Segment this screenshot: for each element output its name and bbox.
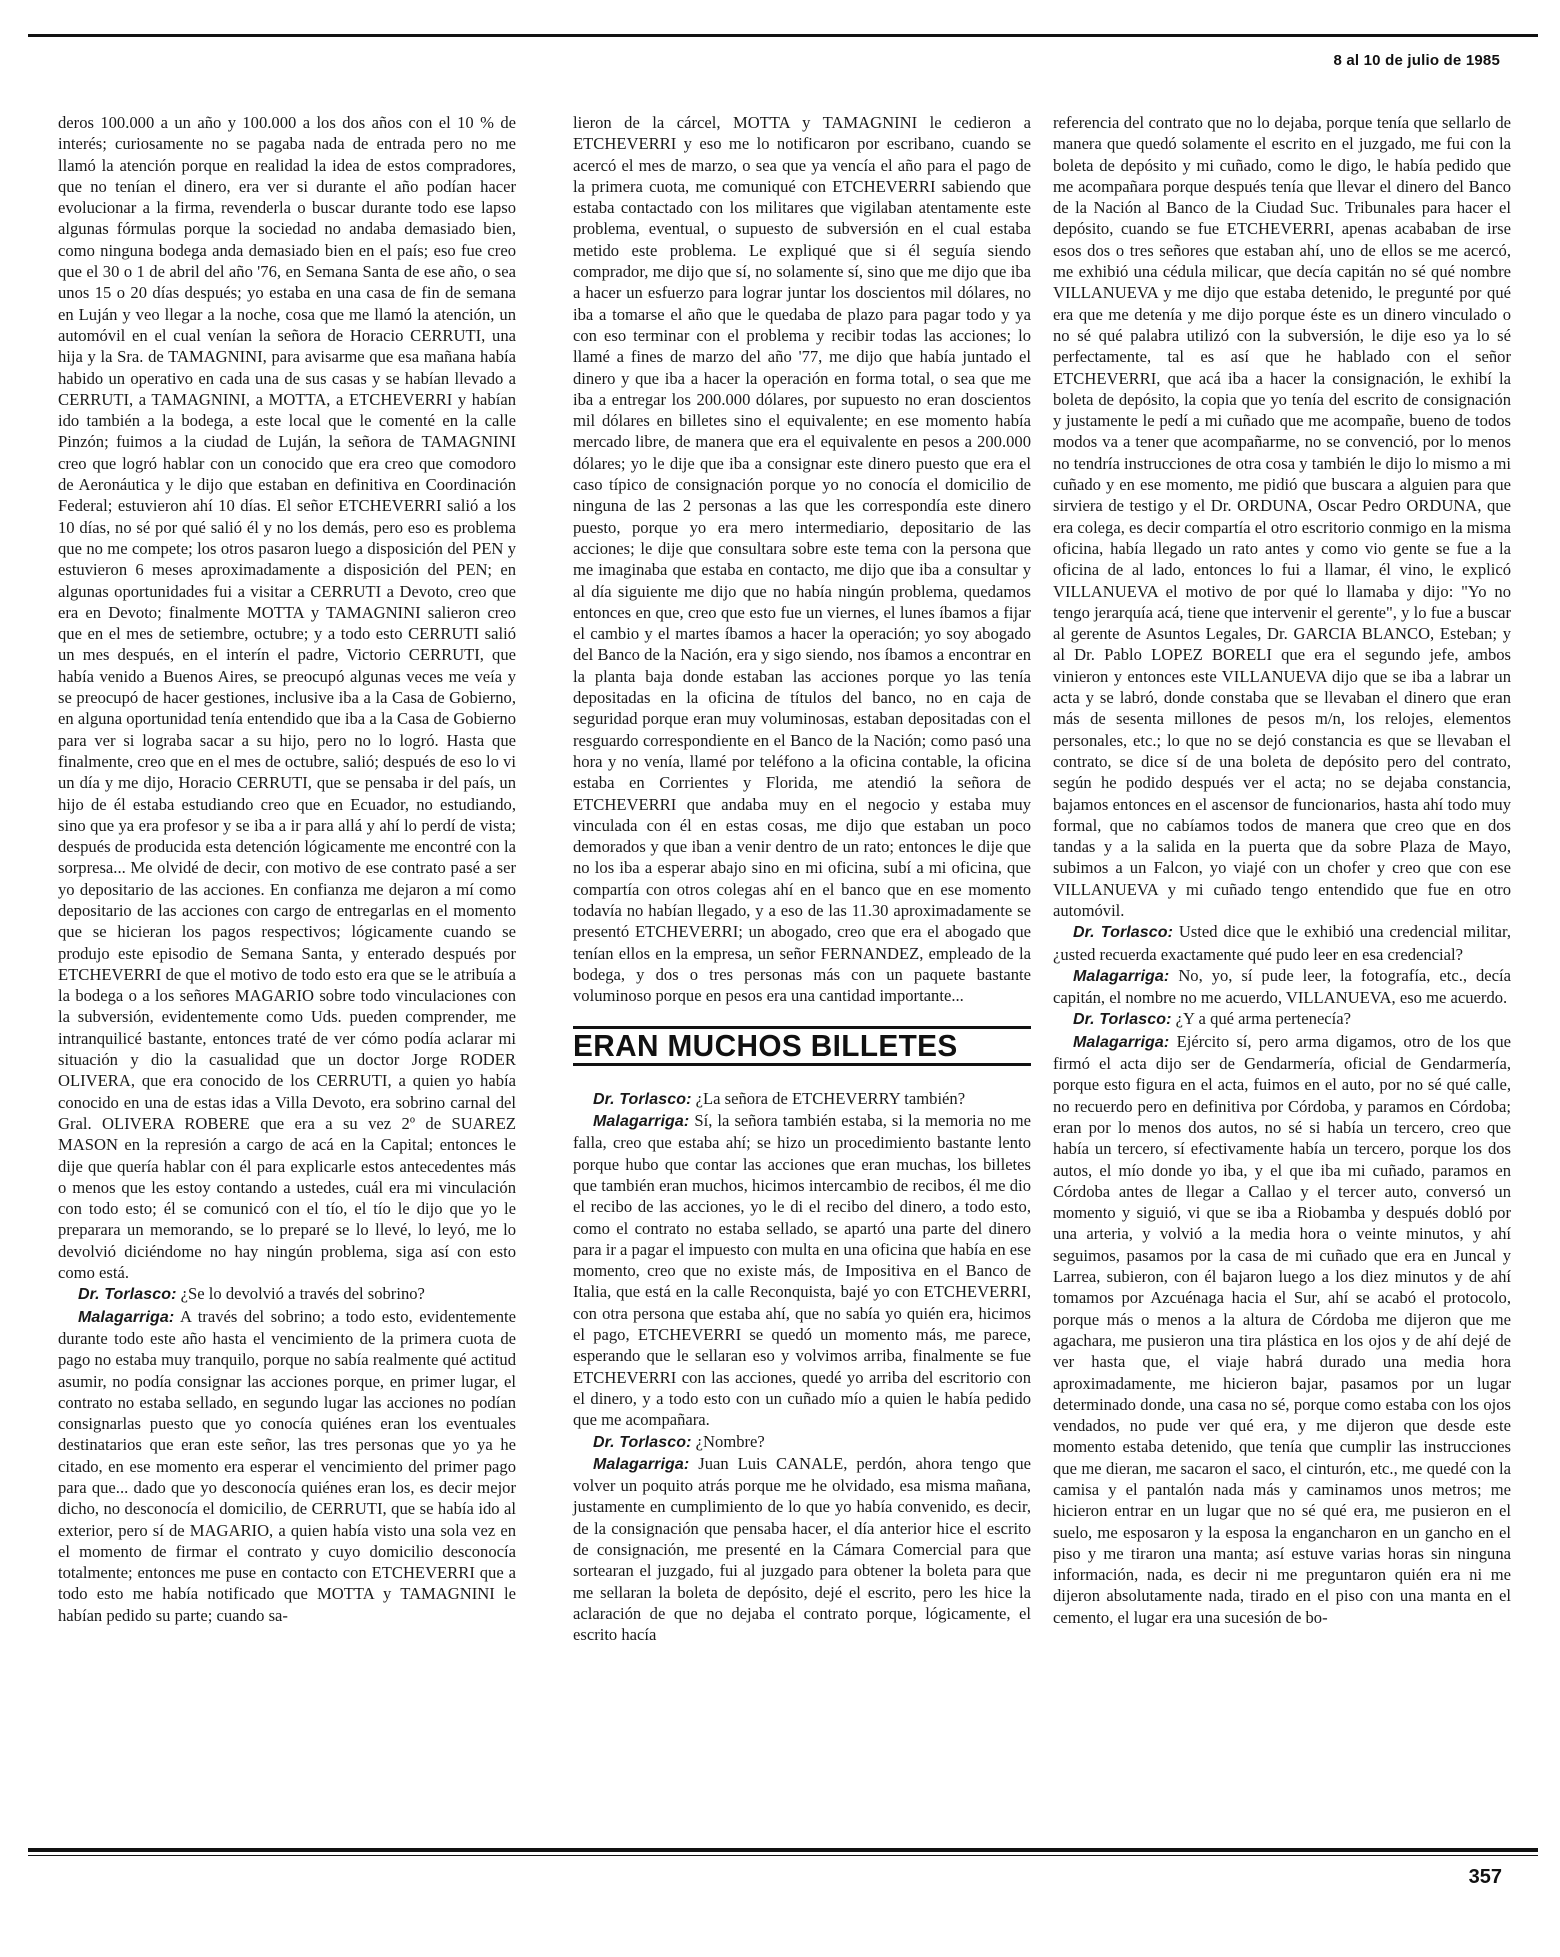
question-paragraph <box>1053 1008 1511 1030</box>
question-text: ¿Y a qué arma pertenecía? <box>1175 1009 1352 1029</box>
question-paragraph <box>1053 921 1511 965</box>
answer-text: No, yo, sí pude leer, la fotografía, etc., decía capitán, el nombre no me acuerdo, VILLANUEVA, eso me acuerdo. <box>1053 965 1511 1008</box>
paragraph: deros 100.000 a un año y 100.000 a los dos años con el 10 % de interés; curiosamente no se pagaba nada de entrada pero no me llamó la atención porque en realidad la idea de estos compradores, que no tenían el dinero, era ver si durante el año podían hacer evolucionar a la firma, revenderla o buscar durante todo ese lapso algunas fórmulas porque la sociedad no andaba demasiado bien, como ninguna bodega anda demasiado bien en el país; eso fue creo que el 30 o 1 de abril del año '76, en Semana Santa de ese año, o sea unos 15 o 20 días después; yo estaba en una casa de fin de semana en Luján y veo llegar a la noche, cosa que me llamó la atención, un automóvil en el cual venían la señora de Horacio CERRUTI, una hija y la Sra. de TAMAGNINI, para avisarme que esa mañana había habido un operativo en cada una de sus casas y se habían llevado a CERRUTI, a TAMAGNINI, a MOTTA, a ETCHEVERRI y habían ido también a la bodega, a este local que le comenté en la calle Pinzón; fuimos a la ciudad de Luján, la señora de TAMAGNINI creo que logró hablar con un conocido que era creo que comodoro de Aeronáutica y le dijo que estaban en definitiva en Coordinación Federal; estuvieron ahí 10 días. El señor ETCHEVERRI salió a los 10 días, no sé por qué salió él y no los demás, pero eso es problema que no me compete; los otros pasaron luego a disposición del PEN y estuvieron 6 meses aproximadamente a disposición del PEN; en algunas oportunidades fui a visitar a CERRUTI a Devoto, creo que era en Devoto; finalmente MOTTA y TAMAGNINI salieron creo que en el mes de setiembre, octubre; y a todo esto CERRUTI salió un mes después, en el interín el padre, Victorio CERRUTI, que había venido a Buenos Aires, se preocupó algunas veces me veía y se preocupó de hacer gestiones, inclusive iba a la Casa de Gobierno, en alguna oportunidad tenía entendido que iba a la Casa de Gobierno para ver si lograba sacar a su hijo, pero no lo logró. Hasta que finalmente, creo que en el mes de octubre, salió; después de eso lo vi un día y me dijo, Horacio CERRUTI, que se pensaba ir del país, un hijo de él estaba estudiando creo que en Ecuador, no estudiando, sino que ya era profesor y se iba a ir para allá y ahí lo perdí de vista; después de producida esta detención lógicamente me encontré con la sorpresa... Me olvidé de decir, con motivo de ese contrato pasé a ser yo depositario de las acciones. En confianza me dejaron a mí como depositario de las acciones con cargo de entregarlas en el momento que se hicieran los pagos respectivos; lógicamente cuando se produjo este episodio de Semana Santa, y enterado después por ETCHEVERRI de que el motivo de todo esto era que se le atribuía a la bodega o a los señores MAGARIO sobre todo vinculaciones con la subversión, evidentemente como Uds. pueden comprender, me intranquilicé bastante, entonces traté de ver cómo podía aclarar mi situación y dio la casualidad que un doctor Jorge RODER OLIVERA, que era conocido de los CERRUTI, a quien yo había conocido en una de estas idas a Villa Devoto, era sobrino carnal del Gral. OLIVERA ROBERE que era a su vez 2º de SUAREZ MASON en la represión a cargo de acá en la Capital; entonces le dije que quería hablar con él para explicarle estos antecedentes más o menos que les estoy contando a ustedes, cuál era mi vinculación con todo esto; él se comunicó con el tío, el tío le dijo que yo le preparara un memorando, se lo preparé se lo llevé, lo leyó, me lo devolvió diciéndome no hay ningún problema, siga así con esto como está. <box>58 113 516 1283</box>
paragraph: referencia del contrato que no lo dejaba, porque tenía que sellarlo de manera que quedó solamente el escrito en el juzgado, me fui con la boleta de depósito y mi cuñado, como le digo, le había pedido que me acompañara porque después tenía que llevar el dinero del Banco de la Nación al Banco de la Ciudad Suc. Tribunales para hacer el depósito, cuando se fue ETCHEVERRI, apenas acababan de irse esos dos o tres señores que estaban ahí, uno de ellos se me acercó, me exhibió una cédula milicar, que decía capitán no sé qué nombre VILLANUEVA y me dijo que estaba detenido, le pregunté por qué era que me detenía y me dijo porque éste es un dinero vinculado o no sé qué palabra utilizó con la subversión, le dije eso ya lo sé perfectamente, tal es así que he hablado con el señor ETCHEVERRI, que acá iba a hacer la consignación, le exhibí la boleta de depósito, la copia que yo tenía del escrito de consignación y justamente le pedí a mi cuñado que me acompañe, bueno de todos modos va a tener que acompañarme, no se convenció, por lo menos no tendría instrucciones de otra cosa y también le dijo lo mismo a mi cuñado y en ese momento, me pidió que buscara a alguien para que sirviera de testigo y el Dr. ORDUNA, Oscar Pedro ORDUNA, que era colega, es decir compartía el otro escritorio conmigo en la misma oficina, había llegado un rato antes y como vio gente se fue a la oficina de al lado, entonces lo fui a llamar, él vino, le explicó VILLANUEVA el motivo de por qué lo llamaba y dijo: "Yo no tengo jerarquía acá, tiene que intervenir el gerente", y lo fue a buscar al gerente de Asuntos Legales, Dr. GARCIA BLANCO, Esteban; y al Dr. Pablo LOPEZ BORELI que era el segundo jefe, ambos vinieron y entonces este VILLANUEVA dijo que se iba a labrar un acta y se labró, donde constaba que se llevaban el dinero que eran más de sesenta millones de pesos m/n, los relojes, elementos personales, etc.; lo que no se dejó constancia es que se llevaban el contrato, se dice sí de una boleta de depósito pero del contrato, según he podido después ver el acta; no se dejaba constancia, bajamos entonces en el ascensor de funcionarios, hasta ahí todo muy formal, que no cabíamos todos de manera que creo que en dos tandas y a la salida en la puerta que da sobre Plaza de Mayo, subimos a un Falcon, yo viajé con un chofer y creo que con ese VILLANUEVA y mi cuñado tengo entendido que fue en otro automóvil. <box>1053 113 1511 920</box>
bottom-rule-thin <box>28 1855 1538 1856</box>
question-paragraph <box>573 1431 1031 1453</box>
question-paragraph <box>58 1283 516 1305</box>
issue-date: 8 al 10 de julio de 1985 <box>1333 52 1500 69</box>
answer-paragraph <box>1053 1031 1511 1628</box>
speaker-label: Dr. Torlasco: <box>1073 924 1174 942</box>
question-text: Usted dice que le exhibió una credencial militar, ¿usted recuerda exactamente qué pudo leer en esa credencial? <box>1053 922 1511 964</box>
speaker-label: Dr. Torlasco: <box>78 1286 177 1304</box>
speaker-label: Malagarriga: <box>593 1113 690 1131</box>
speaker-label: Dr. Torlasco: <box>593 1090 692 1108</box>
question-text: ¿La señora de ETCHEVERRY también? <box>695 1088 966 1108</box>
column-3 <box>1053 112 1511 1628</box>
answer-text: Ejército sí, pero arma digamos, otro de los que firmó el acta dijo ser de Gendarmería, oficial de Gendarmería, porque esto figura en el acta, fuimos en el auto, por no sé qué calle, no recuerdo pero en definitiva por Córdoba, y paramos en Córdoba; eran por lo menos dos autos, no sé si había un tercero, creo que había un tercero, sí efectivamente había un tercero, porque los dos autos, el mío donde yo iba, y el que iba mi cuñado, paramos en Córdoba antes de llegar a Callao y el tercer auto, conversó un momento y siguió, vi que se iba a Riobamba y después dobló por una arteria, y volvió a la media hora o veinte minutos, y ahí seguimos, pasamos por la casa de mi cuñado que era en Juncal y Larrea, subieron, con él bajaron luego a los diez minutos y de ahí tomamos por Azcuénaga hacia el Sur, ahí se acabó el protocolo, porque más o menos a la altura de Córdoba me dijeron que me agachara, me pusieron una tira plástica en los ojos y de ahí dejé de ver hasta que, el viaje habrá durado una media hora aproximadamente, me hicieron bajar, pasamos por un lugar determinado donde, una casa no sé, porque como estaba con los ojos vendados, no pude ver qué era, y me dijeron que desde este momento estaba detenido, que tenía que cumplir las instrucciones que me dieran, me sacaron el saco, el cinturón, etc., me quedé con la camisa y el pantalón nada más y caminamos unos metros; me hicieron entrar en un lugar que no sé qué era, me pusieron en el suelo, me esposaron y la esposa la engancharon en un gancho en el piso y me tiraron una manta; así estuve varias horas sin ninguna información, nada, es decir ni me preguntaron quién era ni me dijeron absolutamente nada, tirado en el piso con una manta en el cemento, el lugar era una sucesión de bo- <box>1053 1031 1511 1627</box>
section-heading-box <box>573 1026 1031 1065</box>
paragraph: lieron de la cárcel, MOTTA y TAMAGNINI le cedieron a ETCHEVERRI y eso me lo notificaron por escribano, cuando se acercó el mes de marzo, o sea que ya vencía el año para el pago de la primera cuota, me comuniqué con ETCHEVERRI sabiendo que estaba contactado con los militares que vigilaban atentamente este problema, eventual, o supuesto de subversión en el cual estaba metido este problema. Le expliqué que si él seguía siendo comprador, me dijo que sí, no solamente sí, sino que me dijo que iba a hacer un esfuerzo para lograr juntar los doscientos mil dólares, no iba a tomarse el año que le quedaba de plazo para pagar todo y ya con eso terminar con el problema y recibir todas las acciones; lo llamé a fines de marzo del año '77, me dijo que había juntado el dinero y que iba a hacer la operación en forma total, o sea que me iba a entregar los 200.000 dólares, por supuesto no eran doscientos mil dólares en billetes sino el equivalente; en ese momento había mercado libre, de manera que era el equivalente en pesos a 200.000 dólares; yo le dije que iba a consignar este dinero puesto que era el caso típico de consignación porque yo no conocía el domicilio de ninguna de las 2 personas a las que les correspondía este dinero puesto, porque yo era mero intermediario, depositario de las acciones; le dije que consultara sobre este tema con la persona que me imaginaba que estaba en contacto, me dijo que iba a consultar y al día siguiente me dijo que no había ningún problema, quedamos entonces en que, creo que esto fue un viernes, el lunes íbamos a fijar el cambio y el martes íbamos a hacer la operación; yo soy abogado del Banco de la Nación, era y sigo siendo, nos íbamos a encontrar en la planta baja donde estaban las acciones porque yo las tenía depositadas en la oficina de títulos del banco, no en caja de seguridad porque eran muy voluminosas, estaban depositadas con el resguardo correspondiente en el Banco de la Nación; como pasó una hora y no venía, llamé por teléfono a la oficina contable, la oficina estaba en Corrientes y Florida, me atendió la señora de ETCHEVERRI que andaba muy en el negocio y estaba muy vinculada con él en estas cosas, me dijo que estaban un poco demorados y que iban a venir dentro de un rato; entonces le dije que no los iba a esperar abajo sino en mi oficina, subí a mi oficina, que compartía con otros colegas ahí en el banco que en ese momento todavía no habían llegado, y a eso de las 11.30 aproximadamente se presentó ETCHEVERRI; un abogado, creo que era el abogado que tenían ellos en la empresa, un señor FERNANDEZ, empleado de la bodega, y dos o tres personas más con un paquete bastante voluminoso porque en pesos era una cantidad importante... <box>573 113 1031 1006</box>
answer-paragraph <box>1053 965 1511 1009</box>
speaker-label: Dr. Torlasco: <box>1073 1011 1172 1029</box>
answer-text: Sí, la señora también estaba, si la memoria no me falla, creo que estaba ahí; se hizo un procedimiento bastante lento porque hubo que contar las acciones que eran muchas, los billetes que también eran muchos, hicimos intercambio de recibos, él me dio el recibo de las acciones, yo le di el recibo del dinero, a todo esto, como el contrato no estaba sellado, se apartó una parte del dinero para ir a pagar el impuesto con multa en una oficina que había en ese momento, creo que no existe más, de Impositiva en el Banco de Italia, que está en la calle Reconquista, bajé yo con ETCHEVERRI, con otra persona que estaba ahí, que no sabía yo quién era, hicimos el pago, ETCHEVERRI se quedó un momento más, me parece, esperando que le sellaran eso y volvimos arriba, finalmente se fue ETCHEVERRI con las acciones, quedé yo arriba del escritorio con el dinero, y a todo esto con un cuñado mío a quien le había pedido que me acompañara. <box>573 1111 1031 1430</box>
question-text: ¿Nombre? <box>695 1431 765 1451</box>
answer-paragraph <box>573 1453 1031 1646</box>
bottom-rule <box>28 1848 1538 1852</box>
answer-text: A través del sobrino; a todo esto, evidentemente durante todo este año hasta el vencimiento de la primera cuota de pago no estaba muy tranquilo, porque no sabía realmente qué actitud asumir, no podía consignar las acciones porque, en primer lugar, el contrato no estaba sellado, en segundo lugar las acciones no podían consignarlas puesto que yo conocía quiénes eran los eventuales destinatarios que eran este señor, las tres personas que yo ya he citado, en ese momento era esperar el vencimiento del primer pago para que... dado que yo desconocía quiénes eran los, es decir mejor dicho, no desconocía el domicilio, de CERRUTI, que se había ido al exterior, pero sí de MAGARIO, a quien había visto una sola vez en el momento de firmar el contrato y cuyo domicilio desconocía totalmente; entonces me puse en contacto con ETCHEVERRI que a todo esto me había notificado que MOTTA y TAMAGNINI le habían pedido su parte; cuando sa- <box>58 1306 517 1625</box>
speaker-label: Malagarriga: <box>593 1455 690 1473</box>
column-2 <box>573 112 1031 1645</box>
answer-text: Juan Luis CANALE, perdón, ahora tengo que volver un poquito atrás porque me he olvidado, esa misma mañana, justamente en cumplimiento de lo que yo había convenido, es decir, de la consignación que pensaba hacer, el día anterior hice el escrito de consignación, me presenté en la Cámara Comercial para que sortearan el juzgado, fui al juzgado para obtener la boleta para que me sellaran la boleta de depósito, dejé el escrito, pero les hice la aclaración de que no dejaba el contrato porque, lógicamente, el escrito hacía <box>573 1453 1031 1645</box>
answer-paragraph <box>58 1306 516 1626</box>
speaker-label: Malagarriga: <box>1073 967 1170 985</box>
column-1 <box>58 112 516 1626</box>
question-paragraph <box>573 1088 1031 1110</box>
page-number: 357 <box>1468 1866 1502 1888</box>
speaker-label: Malagarriga: <box>1073 1033 1170 1051</box>
top-rule <box>28 34 1538 37</box>
speaker-label: Malagarriga: <box>78 1308 175 1326</box>
answer-paragraph <box>573 1110 1031 1430</box>
speaker-label: Dr. Torlasco: <box>593 1433 692 1451</box>
question-text: ¿Se lo devolvió a través del sobrino? <box>180 1284 425 1304</box>
section-heading: ERAN MUCHOS BILLETES <box>573 1028 958 1064</box>
